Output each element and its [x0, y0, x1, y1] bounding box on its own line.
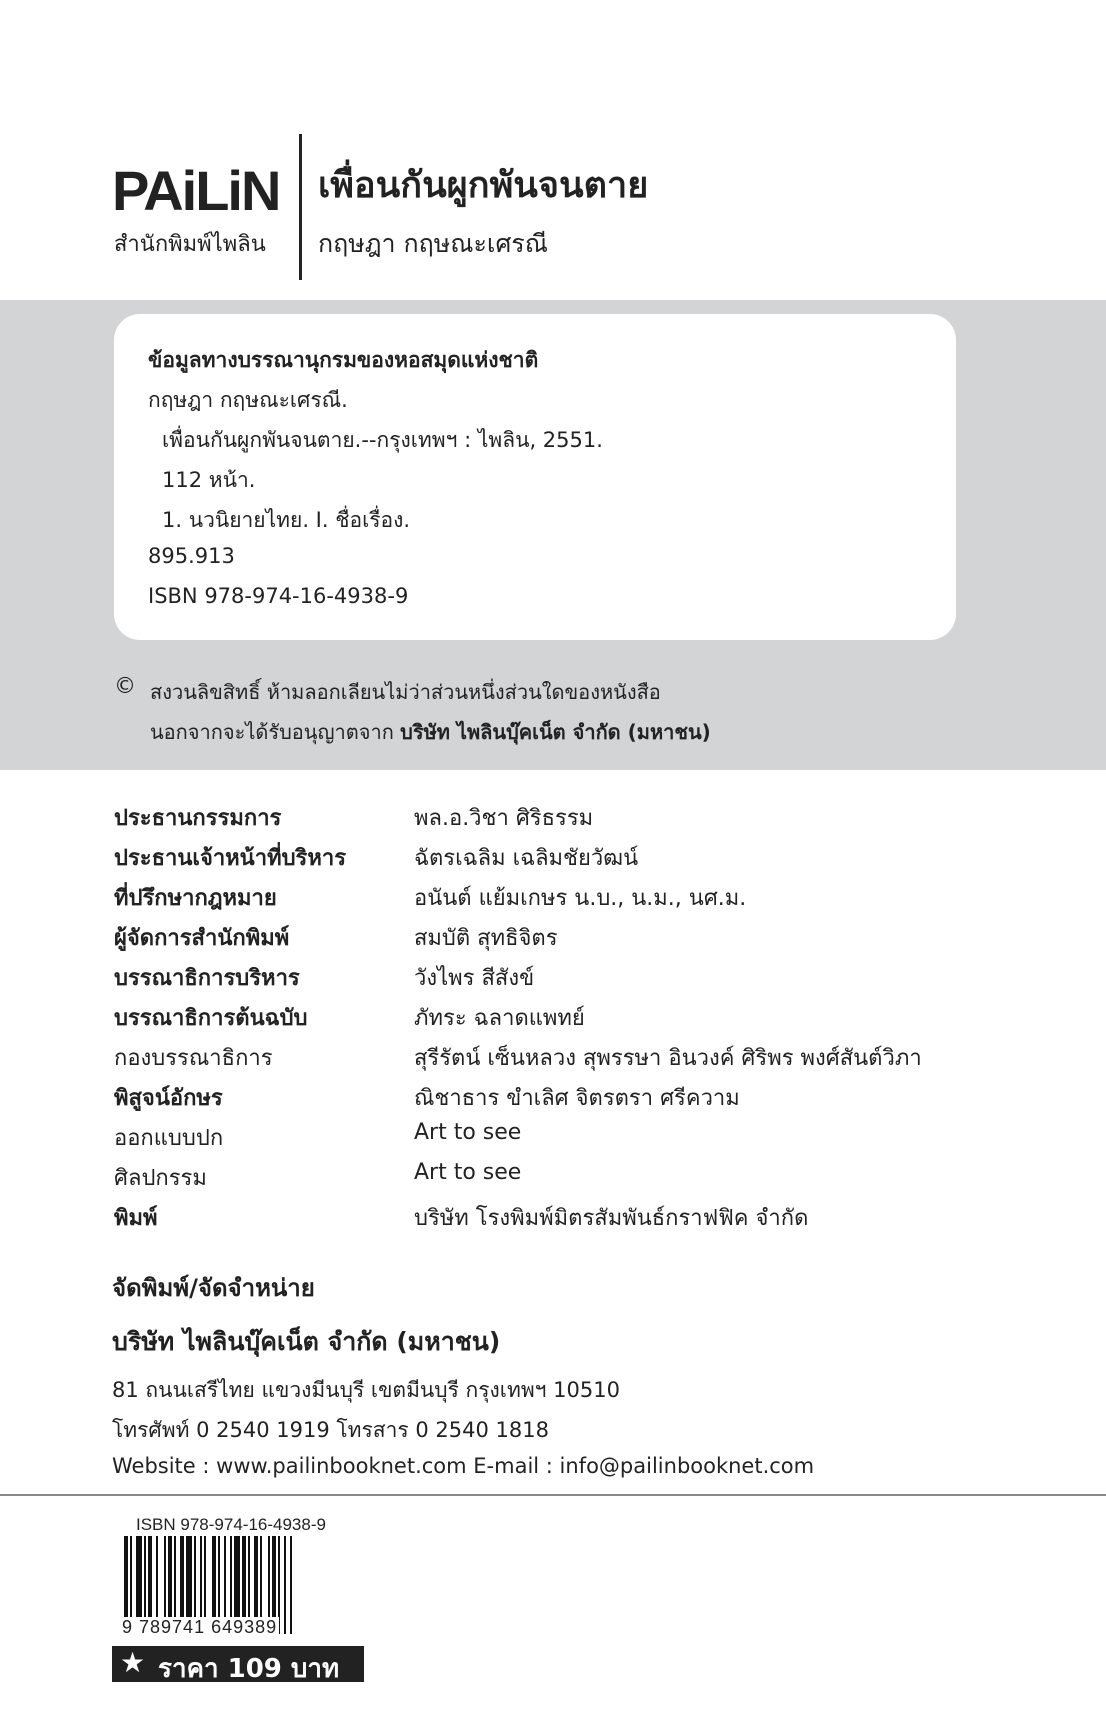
staff-name: บริษัท โรงพิมพ์มิตรสัมพันธ์กราฟฟิค จำกัด: [414, 1206, 809, 1231]
publisher-company: บริษัท ไพลินบุ๊คเน็ต จำกัด (มหาชน): [112, 1327, 501, 1356]
book-author: กฤษฎา กฤษณะเศรณี: [318, 229, 548, 258]
staff-row: [114, 796, 1014, 836]
copyright-line-2: [150, 716, 711, 748]
barcode-digits: 9 789741 649389: [122, 1617, 278, 1637]
cip-box: [114, 314, 956, 640]
price-text: ราคา 109 บาท: [158, 1654, 340, 1684]
staff-name: อนันต์ แย้มเกษร น.บ., น.ม., นศ.ม.: [414, 886, 747, 911]
staff-role: กองบรรณาธิการ: [114, 1046, 273, 1071]
staff-role: ที่ปรึกษากฎหมาย: [114, 886, 277, 911]
copyright-icon: ©: [114, 674, 136, 699]
header: [0, 0, 1106, 300]
staff-name: สมบัติ สุทธิจิตร: [414, 926, 558, 951]
barcode-bar: [284, 1536, 286, 1634]
staff-role: ผู้จัดการสำนักพิมพ์: [114, 926, 290, 951]
staff-name: สุรีรัตน์ เซ็นหลวง สุพรรษา อินวงค์ ศิริพร พงศ์สันต์วิภา: [414, 1046, 922, 1071]
cip-line: เพื่อนกันผูกพันจนตาย.--กรุงเทพฯ : ไพลิน, 2551.: [162, 428, 603, 452]
staff-role: พิสูจน์อักษร: [114, 1086, 223, 1111]
staff-row: [114, 1076, 1014, 1116]
staff-role: บรรณาธิการต้นฉบับ: [114, 1006, 308, 1031]
copyright-line-1: สงวนลิขสิทธิ์ ห้ามลอกเลียนไม่ว่าส่วนหนึ่งส่วนใดของหนังสือ: [150, 680, 661, 704]
staff-name: Art to see: [414, 1160, 522, 1185]
staff-row: [114, 876, 1014, 916]
header-divider: [299, 134, 302, 280]
staff-name: พล.อ.วิชา ศิริธรรม: [414, 806, 594, 831]
staff-row: [114, 836, 1014, 876]
barcode-isbn: ISBN 978-974-16-4938-9: [136, 1515, 326, 1534]
staff-row: [114, 916, 1014, 956]
cip-classification: 895.913: [148, 544, 235, 568]
copyright-prefix: นอกจากจะได้รับอนุญาตจาก: [150, 720, 401, 744]
section-divider: [0, 1494, 1106, 1496]
staff-name: Art to see: [414, 1120, 522, 1145]
staff-row: [114, 1036, 1014, 1076]
barcode-bar: [290, 1536, 292, 1634]
publisher-name-thai: สำนักพิมพ์ไพลิน: [114, 232, 266, 257]
publisher-address: 81 ถนนเสรีไทย แขวงมีนบุรี เขตมีนบุรี กรุงเทพฯ 10510: [112, 1378, 620, 1402]
book-title: เพื่อนกันผูกพันจนตาย: [318, 165, 649, 206]
cip-line: 1. นวนิยายไทย. I. ชื่อเรื่อง.: [162, 508, 411, 532]
cip-isbn: ISBN 978-974-16-4938-9: [148, 584, 409, 608]
publisher-web-email: Website : www.pailinbooknet.com E-mail : info@pailinbooknet.com: [112, 1454, 815, 1478]
price-tag: [112, 1646, 364, 1682]
staff-name: ภัทระ ฉลาดแพทย์: [414, 1006, 585, 1031]
publisher-phone: โทรศัพท์ 0 2540 1919 โทรสาร 0 2540 1818: [112, 1418, 549, 1442]
staff-name: ฉัตรเฉลิม เฉลิมชัยวัฒน์: [414, 846, 639, 871]
copyright-company: บริษัท ไพลินบุ๊คเน็ต จำกัด (มหาชน): [400, 720, 711, 744]
cip-heading: ข้อมูลทางบรรณานุกรมของหอสมุดแห่งชาติ: [148, 348, 539, 372]
cip-line: 112 หน้า.: [162, 468, 256, 492]
publisher-logo: PAiLiN: [112, 159, 280, 222]
staff-role: ประธานกรรมการ: [114, 806, 282, 831]
staff-row: [114, 1156, 1014, 1196]
staff-row: [114, 996, 1014, 1036]
staff-list: [114, 796, 1014, 1236]
staff-role: พิมพ์: [114, 1206, 158, 1231]
staff-role: ประธานเจ้าหน้าที่บริหาร: [114, 846, 347, 871]
staff-row: [114, 1196, 1014, 1236]
cip-line: กฤษฎา กฤษณะเศรณี.: [148, 388, 348, 412]
staff-role: บรรณาธิการบริหาร: [114, 966, 300, 991]
staff-name: ณิชาธาร ขำเลิศ จิตรตรา ศรีความ: [414, 1086, 740, 1111]
staff-role: ศิลปกรรม: [114, 1166, 207, 1191]
staff-row: [114, 956, 1014, 996]
star-icon: ★: [120, 1646, 146, 1679]
staff-name: วังไพร สีสังข์: [414, 966, 535, 991]
publisher-heading: จัดพิมพ์/จัดจำหน่าย: [112, 1274, 315, 1302]
staff-role: ออกแบบปก: [114, 1126, 224, 1151]
staff-row: [114, 1116, 1014, 1156]
